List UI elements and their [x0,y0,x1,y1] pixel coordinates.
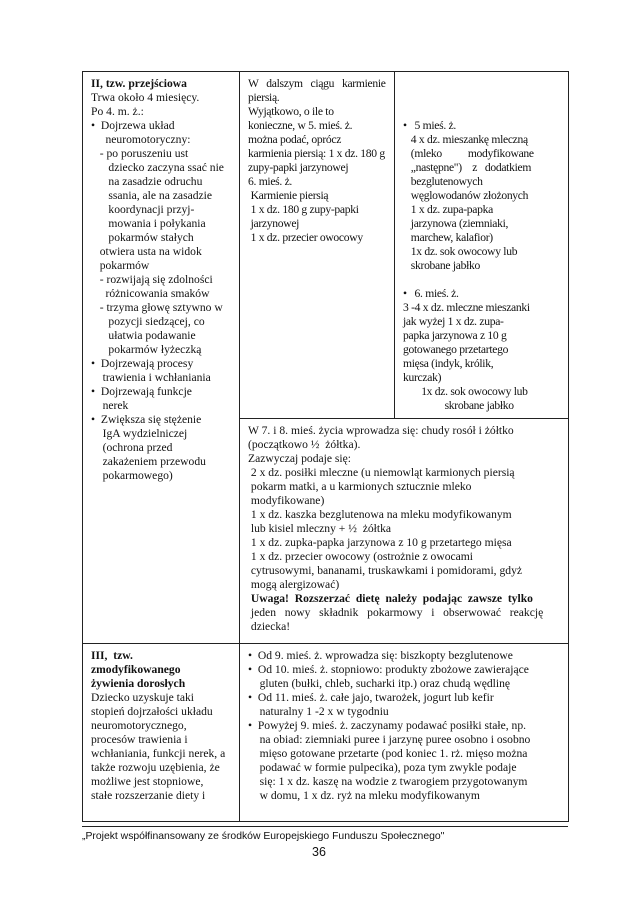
cell-line: gluten (bułki, chleb, sucharki itp.) oraz chudą wędlinę [248,676,511,690]
cell-line: - rozwijają się zdolności [91,273,213,286]
formula-diet [403,77,561,413]
stage-3-description [91,649,232,803]
breastfed-diet-cell [240,72,395,419]
cell-line: skrobane jabłko [403,259,481,272]
cell-line: mięsa (indyk, królik, [403,357,494,370]
cell-line: papka jarzynowa z 10 g [403,329,507,342]
cell-line: Trwa około 4 miesięcy. [91,91,200,104]
cell-line: • Od 10. mieś. ż. stopniowo: produkty zbożowe zawierające [248,662,529,676]
formula-diet-cell [395,72,569,419]
cell-line: 1x dz. sok owocowy lub [403,245,518,258]
cell-line: bezglutenowych [403,175,483,188]
stage-2-description [91,77,232,483]
nutrition-table [82,71,569,822]
cell-line: mowania i połykania [91,217,206,230]
cell-line: wchłaniania, funkcji nerek, a [91,746,226,760]
cell-line: możliwe jest stopniowe, [91,774,204,788]
cell-line: mogą alergizować) [248,578,340,592]
cell-line: w domu, 1 x dz. ryż na mleku modyfikowanym [248,788,480,802]
cell-line [403,105,561,119]
cell-line: pokarmowego) [91,469,173,482]
cell-line: pokarm matki, a u karmionych sztucznie mleko [248,480,472,494]
cell-line: lub kisiel mleczny + ½ żółtka [248,522,392,536]
cell-line: ułatwia podawanie [91,329,196,342]
cell-line: podawać w formie pulpecika), poza tym zwykle podaje [248,760,517,774]
cell-line: nerek [91,399,129,412]
cell-line: koordynacji przyj- [91,203,195,216]
cell-line [403,273,561,287]
cell-line: neuromotorycznego, [91,718,187,732]
cell-line [403,91,561,105]
cell-line: piersią. [248,91,280,104]
cell-line: na obiad: ziemniaki puree i jarzynę puree osobno i osobno [248,732,531,746]
cell-line: trawienia i wchłaniania [91,371,211,384]
cell-line: • Dojrzewają procesy [91,357,194,370]
cell-line: kurczak) [403,371,442,384]
cell-line: Uwaga! Rozszerzać dietę należy podając zawsze tylko [248,592,533,606]
cell-line: naturalny 1 -2 x w tygodniu [248,704,389,718]
cell-line: węglowodanów złożonych [403,189,529,202]
cell-line: 3 -4 x dz. mleczne mieszanki [403,301,530,314]
cell-line: się: 1 x dz. kaszę na wodzie z twarogiem przygotowanym [248,774,528,788]
cell-line: stopień dojrzałości układu [91,704,213,718]
cell-line: otwiera usta na widok [91,245,202,258]
cell-line: (ochrona przed [91,441,173,454]
cell-line: 1 x dz. zupa-papka [403,203,493,216]
cell-line: 2 x dz. posiłki mleczne (u niemowląt karmionych piersią [248,466,515,480]
cell-line: ssania, ale na zasadzie [91,189,213,202]
cell-line: cytrusowymi, bananami, truskawkami i pomidorami, gdyż [248,564,523,578]
cell-line: 6. mieś. ż. [248,175,293,188]
cell-line: II, tzw. przejściowa [91,77,187,90]
cell-line: zmodyfikowanego [91,662,181,676]
cell-line: • Od 9. mieś. ż. wprowadza się: biszkopty bezglutenowe [248,648,513,662]
page-number: 36 [312,845,326,859]
cell-line: zakażeniem przewodu [91,455,206,468]
cell-line: także rozwoju uzębienia, że [91,760,220,774]
cell-line: pozycji siedzącej, co [91,315,205,328]
cell-line: można podać, oprócz [248,133,342,146]
cell-line [403,77,561,91]
cell-line: 1 x dz. przecier owocowy (ostrożnie z owocami [248,550,474,564]
cell-line: modyfikowane) [248,494,325,508]
cell-line: konieczne, w 5. mieś. ż. [248,119,353,132]
stage-3-description-cell [83,643,240,821]
cell-line: • Dojrzewa układ [91,119,175,132]
cell-line: 1x dz. sok owocowy lub [403,385,528,398]
cell-line: 1 x dz. przecier owocowy [248,231,363,244]
cell-line: • Powyżej 9. mieś. ż. zaczynamy podawać posiłki stałe, np. [248,718,527,732]
cell-line: mięso gotowane przetarte (pod koniec 1. rż. mięso można [248,746,528,760]
cell-line: W 7. i 8. mieś. życia wprowadza się: chudy rosół i żółtko [248,424,514,438]
cell-line: na zasadzie odruchu [91,175,203,188]
cell-line: IgA wydzielniczej [91,427,188,440]
cell-line: karmienia piersią: 1 x dz. 180 g [248,147,385,160]
cell-line: • 6. mieś. ż. [403,287,459,300]
cell-line: pokarmów łyżeczką [91,343,202,356]
cell-line: 1 x dz. kaszka bezglutenowa na mleku modyfikowanym [248,508,512,522]
cell-line: • Dojrzewają funkcje [91,385,192,398]
cell-line: dziecka! [248,620,291,634]
cell-line: dziecko zaczyna ssać nie [91,161,224,174]
stage-3-diet-cell [240,643,569,821]
cell-line: Po 4. m. ż.: [91,105,144,118]
cell-line: (początkowo ½ żółtka). [248,438,361,452]
cell-line: jarzynowa (ziemniaki, [403,217,509,230]
cell-line: Dziecko uzyskuje taki [91,690,195,704]
cell-line: różnicowania smaków [91,287,210,300]
stage-2-description-cell [83,72,240,644]
footer-rule [82,826,568,827]
cell-line: jak wyżej 1 x dz. zupa- [403,315,504,328]
cell-line: 1 x dz. 180 g zupy-papki [248,203,359,216]
cell-line: Karmienie piersią [248,189,329,202]
cell-line: gotowanego przetartego [403,343,509,356]
cell-line: neuromotoryczny: [91,133,191,146]
stage-3-diet [248,649,561,803]
cell-line: Wyjątkowo, o ile to [248,105,334,118]
cell-line: - po poruszeniu ust [91,147,189,160]
cell-line: żywienia dorosłych [91,676,186,690]
cell-line: „następne") z dodatkiem [403,161,532,174]
cell-line: • 5 mieś. ż. [403,119,456,132]
cell-line: Zazwyczaj podaje się: [248,452,352,466]
cell-line: - trzyma głowę sztywno w [91,301,223,314]
cell-line: 4 x dz. mieszankę mleczną [403,133,528,146]
cell-line: III, tzw. [91,648,133,662]
cell-line: skrobane jabłko [403,399,514,412]
cell-line: procesów trawienia i [91,732,188,746]
cell-line: 1 x dz. zupka-papka jarzynowa z 10 g przetartego mięsa [248,536,512,550]
cell-line: stałe rozszerzanie diety i [91,788,206,802]
cell-line: jarzynowej [248,217,300,230]
cell-line: zupy-papki jarzynowej [248,161,349,174]
breastfed-diet [248,77,387,245]
cell-line: pokarmów [91,259,150,272]
footer-text: „Projekt współfinansowany ze środków Europejskiego Funduszu Społecznego" [82,831,445,842]
months-7-8-cell [240,419,569,643]
cell-line: pokarmów stałych [91,231,194,244]
cell-line: (mleko modyfikowane [403,147,534,160]
cell-line: W dalszym ciągu karmienie [248,77,386,90]
months-7-8-diet [248,424,561,634]
cell-line: • Zwiększa się stężenie [91,413,202,426]
cell-line: • Od 11. mieś. ż. całe jajo, twarożek, jogurt lub kefir [248,690,494,704]
cell-line: marchew, kalafior) [403,231,493,244]
cell-line: jeden nowy składnik pokarmowy i obserwować reakcję [248,606,544,620]
